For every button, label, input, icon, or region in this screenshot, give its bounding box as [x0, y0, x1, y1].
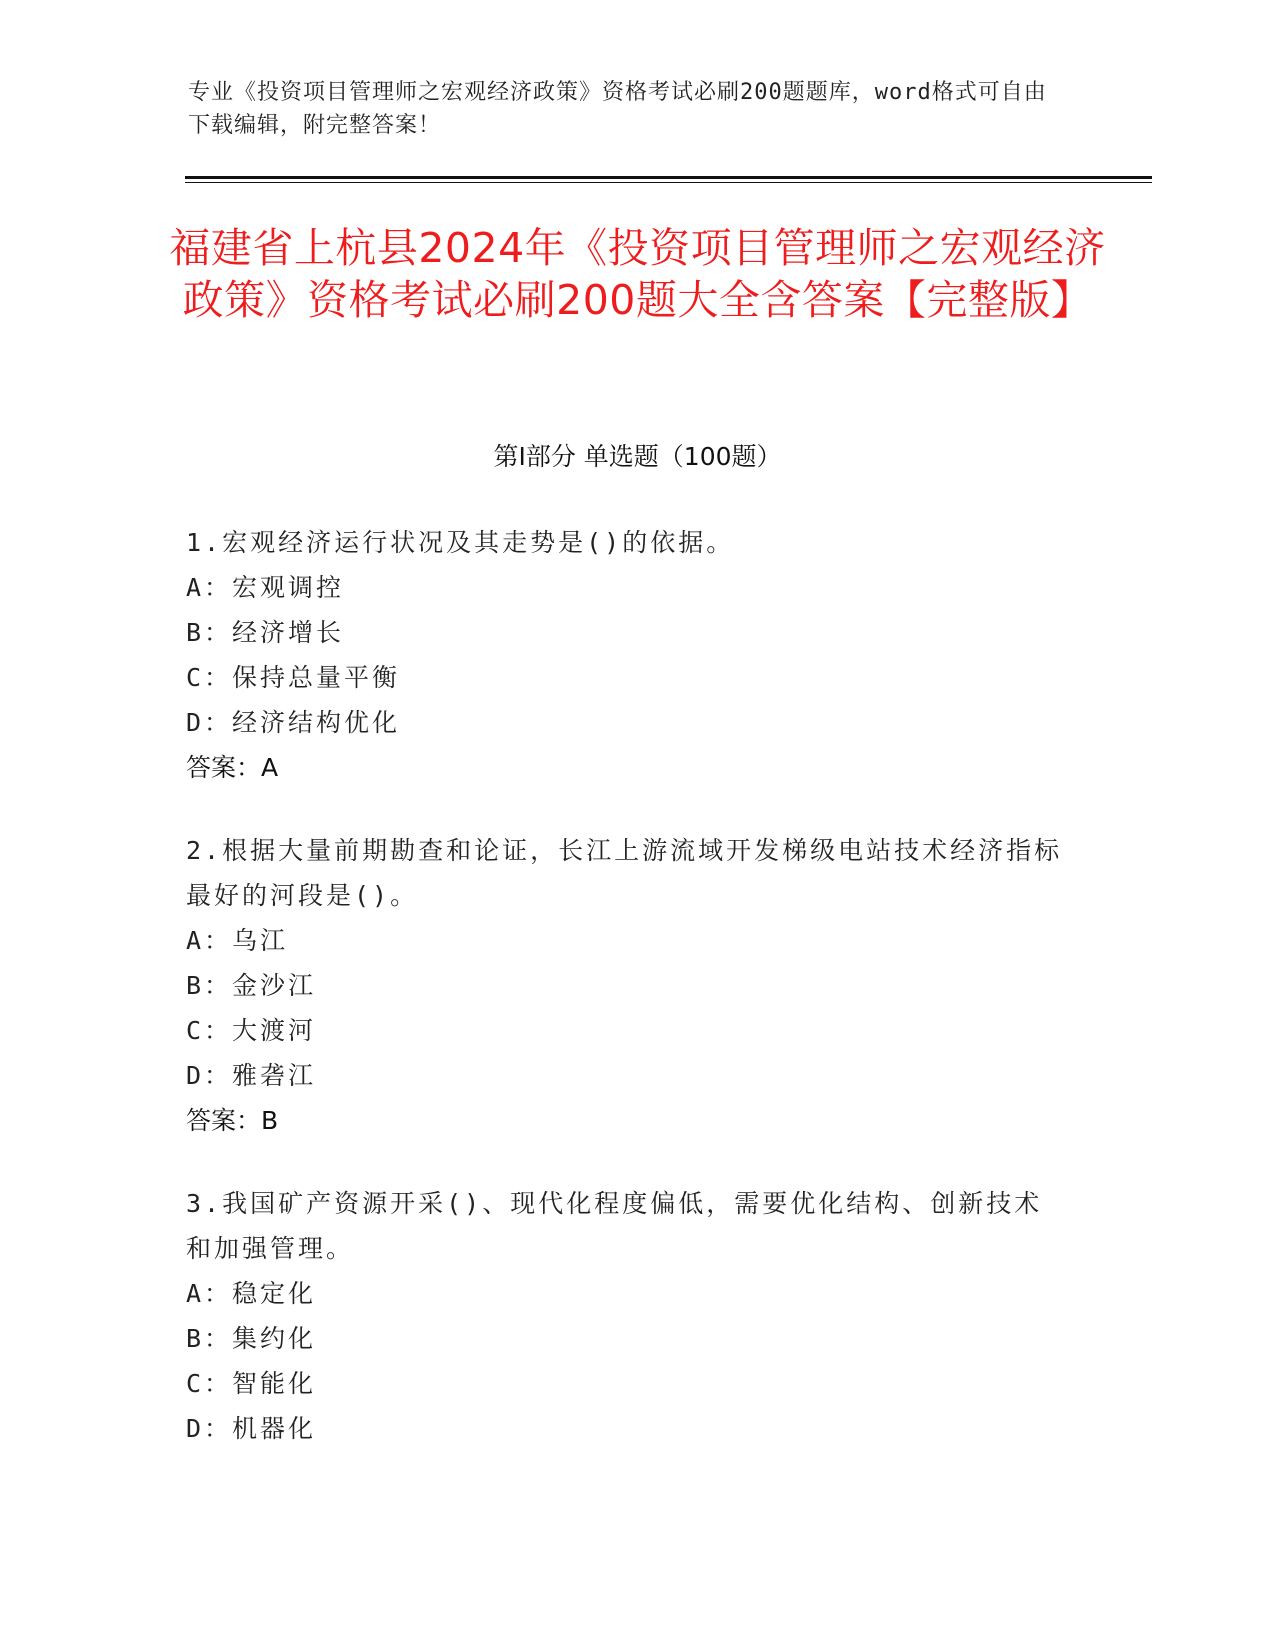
option-c: C：智能化: [186, 1369, 317, 1398]
question-stem: 2.根据大量前期勘查和论证，长江上游流域开发梯级电站技术经济指标最好的河段是()。: [186, 836, 1063, 910]
question-stem: 1.宏观经济运行状况及其走势是()的依据。: [186, 528, 735, 557]
option-d: D：雅砻江: [186, 1061, 317, 1090]
header-divider: [185, 176, 1152, 179]
document-title: 福建省上杭县2024年《投资项目管理师之宏观经济政策》资格考试必刷200题大全含答案【完整版】: [169, 224, 1106, 324]
option-a: A：稳定化: [186, 1279, 317, 1308]
option-c: C：保持总量平衡: [186, 663, 401, 692]
option-d: D：经济结构优化: [186, 708, 401, 737]
question-list: [186, 520, 1066, 1489]
section-heading: 第Ⅰ部分 单选题（100题）: [493, 442, 782, 471]
option-c: C：大渡河: [186, 1016, 317, 1045]
option-b: B：集约化: [186, 1324, 317, 1353]
header-note: 专业《投资项目管理师之宏观经济政策》资格考试必刷200题题库，word格式可自由下载编辑，附完整答案！: [188, 80, 1047, 138]
option-b: B：金沙江: [186, 971, 317, 1000]
question-item: [186, 828, 1066, 1143]
question-item: [186, 1181, 1066, 1451]
option-b: B：经济增长: [186, 618, 345, 647]
option-d: D：机器化: [186, 1414, 317, 1443]
option-a: A：乌江: [186, 926, 289, 955]
answer: 答案：A: [186, 753, 279, 782]
option-a: A：宏观调控: [186, 573, 345, 602]
header-divider-thin: [185, 182, 1152, 183]
question-item: [186, 520, 1066, 790]
question-stem: 3.我国矿产资源开采()、现代化程度偏低，需要优化结构、创新技术和加强管理。: [186, 1189, 1043, 1263]
answer: 答案：B: [186, 1106, 279, 1135]
